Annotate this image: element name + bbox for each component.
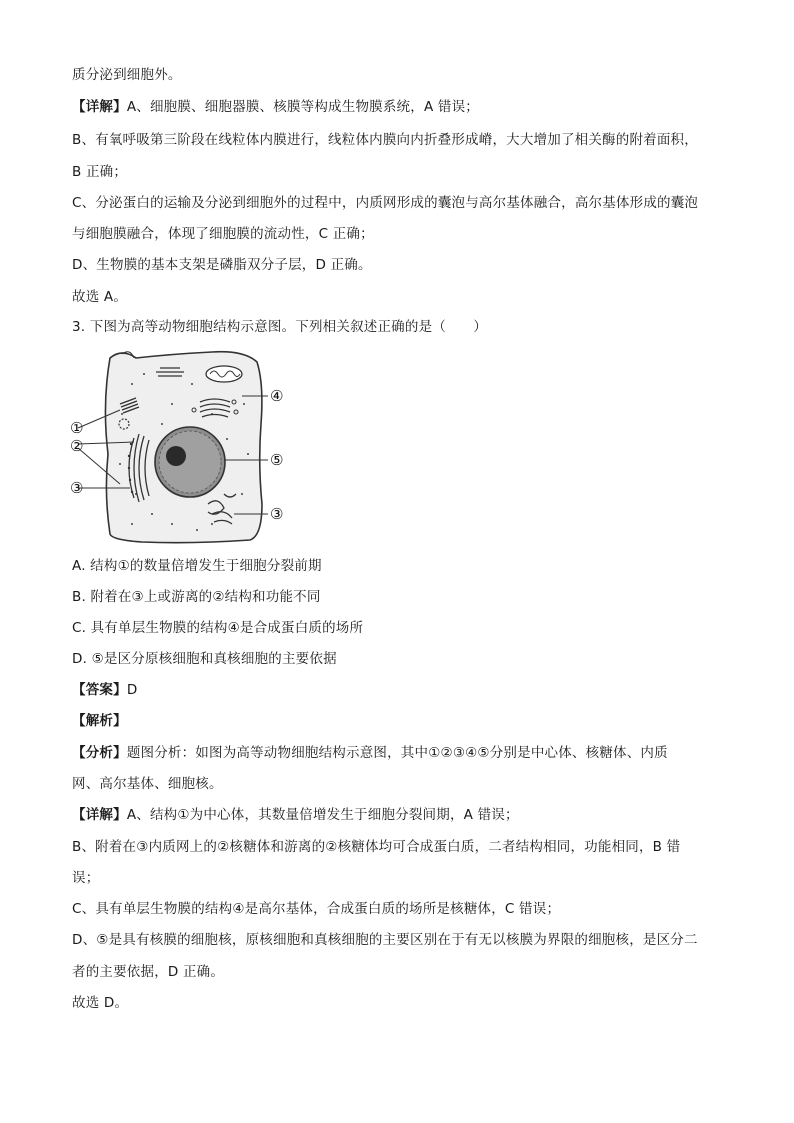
label-5: ⑤ <box>270 451 284 469</box>
question-stem: 3. 下图为高等动物细胞结构示意图。下列相关叙述正确的是（ ） <box>72 319 488 335</box>
label-4: ④ <box>270 387 284 405</box>
detail-tag: 【详解】 <box>72 99 127 115</box>
text-line: B 正确； <box>72 164 128 180</box>
label-3: ③ <box>70 479 84 497</box>
fenxi-text: 题图分析：如图为高等动物细胞结构示意图，其中①②③④⑤分别是中心体、核糖体、内质 <box>126 745 668 761</box>
text-line <box>72 806 519 824</box>
answer-tag: 【答案】 <box>72 682 127 698</box>
animal-cell-diagram <box>72 344 292 549</box>
text-line: 者的主要依据，D 正确。 <box>72 964 225 980</box>
text-line: 质分泌到细胞外。 <box>72 67 182 83</box>
label-1: ① <box>70 419 84 437</box>
analysis-heading: 【解析】 <box>72 713 127 729</box>
text-line: B、有氧呼吸第三阶段在线粒体内膜进行，线粒体内膜向内折叠形成嵴，大大增加了相关酶的附着面积， <box>72 132 698 148</box>
text-line: C、分泌蛋白的运输及分泌到细胞外的过程中，内质网形成的囊泡与高尔基体融合，高尔基体形成的囊泡 <box>72 195 699 211</box>
detail-tag: 【详解】 <box>72 807 127 823</box>
text-line <box>72 98 479 116</box>
option-a: A. 结构①的数量倍增发生于细胞分裂前期 <box>72 558 322 574</box>
text-line: 与细胞膜融合，体现了细胞膜的流动性，C 正确； <box>72 226 374 242</box>
text-line: 故选 D。 <box>72 995 129 1011</box>
detail-text: A、结构①为中心体，其数量倍增发生于细胞分裂间期，A 错误； <box>126 807 519 823</box>
text-line: 故选 A。 <box>72 289 128 305</box>
fenxi-tag: 【分析】 <box>72 745 127 761</box>
option-c: C. 具有单层生物膜的结构④是合成蛋白质的场所 <box>72 620 364 636</box>
label-3b: ③ <box>270 505 284 523</box>
text-line: D、生物膜的基本支架是磷脂双分子层，D 正确。 <box>72 257 372 273</box>
text-line: C、具有单层生物膜的结构④是高尔基体，合成蛋白质的场所是核糖体，C 错误； <box>72 901 561 917</box>
text-line: B、附着在③内质网上的②核糖体和游离的②核糖体均可合成蛋白质，二者结构相同，功能相同，B 错 <box>72 839 681 855</box>
label-2: ② <box>70 437 84 455</box>
option-d: D. ⑤是区分原核细胞和真核细胞的主要依据 <box>72 651 337 667</box>
text-line <box>72 744 668 762</box>
detail-text: A、细胞膜、细胞器膜、核膜等构成生物膜系统，A 错误； <box>126 99 479 115</box>
answer-value: D <box>126 682 138 698</box>
text-line: D、⑤是具有核膜的细胞核，原核细胞和真核细胞的主要区别在于有无以核膜为界限的细胞核，是区分二 <box>72 932 698 948</box>
option-b: B. 附着在③上或游离的②结构和功能不同 <box>72 589 321 605</box>
text-line: 误； <box>72 870 100 886</box>
answer-line <box>72 681 137 699</box>
text-line: 网、高尔基体、细胞核。 <box>72 776 223 792</box>
